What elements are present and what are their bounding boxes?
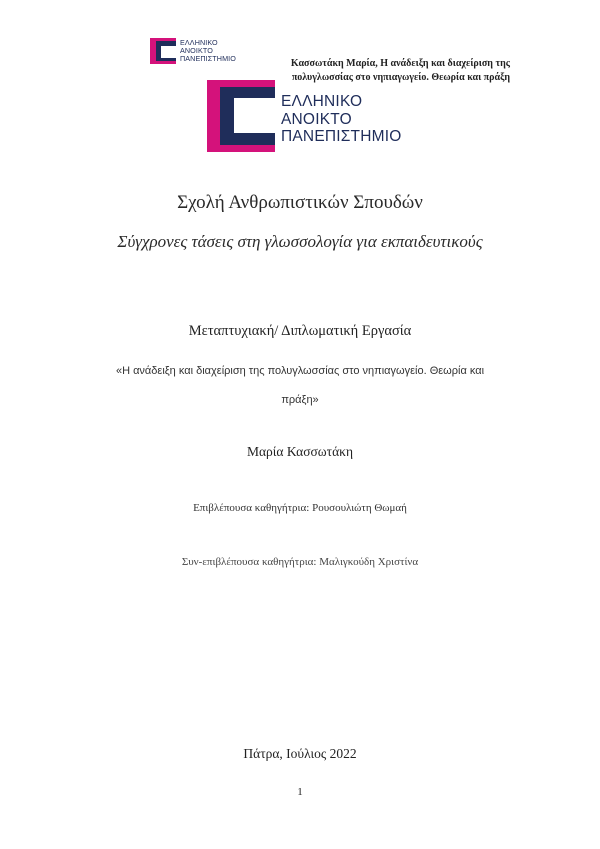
page-number: 1 bbox=[297, 786, 303, 798]
thesis-title bbox=[90, 357, 510, 415]
logo-main-line: ΑΝΟΙΚΤΟ bbox=[281, 110, 352, 128]
logo-main-line: ΠΑΝΕΠΙΣΤΗΜΙΟ bbox=[281, 128, 402, 145]
logo-white-notch bbox=[234, 98, 275, 133]
logo-small-text bbox=[180, 39, 236, 64]
university-logo-main bbox=[207, 80, 402, 155]
logo-white-notch bbox=[161, 46, 176, 58]
school-name: Σχολή Ανθρωπιστικών Σπουδών bbox=[177, 192, 423, 213]
supervisor: Επιβλέπουσα καθηγήτρια: Ρουσουλιώτη Θωμαή bbox=[193, 502, 407, 514]
thesis-title-line: πράξη» bbox=[281, 394, 319, 406]
logo-small-line: ΠΑΝΕΠΙΣΤΗΜΙΟ bbox=[180, 54, 236, 64]
place-date: Πάτρα, Ιούλιος 2022 bbox=[243, 746, 357, 761]
logo-main-line: ΕΛΛΗΝΙΚΟ bbox=[281, 93, 363, 110]
thesis-title-line: «Η ανάδειξη και διαχείριση της πολυγλωσσίας στο νηπιαγωγείο. Θεωρία και bbox=[115, 365, 485, 377]
logo-main-text bbox=[281, 93, 401, 146]
logo-small-line: ΑΝΟΙΚΤΟ bbox=[180, 46, 213, 56]
running-header-line: Κασσωτάκη Μαρία, Η ανάδειξη και διαχείριση της bbox=[290, 58, 510, 69]
co-supervisor: Συν-επιβλέπουσα καθηγήτρια: Μαλιγκούδη Χριστίνα bbox=[181, 556, 419, 568]
thesis-type: Μεταπτυχιακή/ Διπλωματική Εργασία bbox=[188, 323, 412, 339]
running-header-line: πολυγλωσσίας στο νηπιαγωγείο. Θεωρία και πράξη bbox=[291, 72, 510, 83]
author-name: Μαρία Κασσωτάκη bbox=[246, 444, 354, 459]
program-name: Σύγχρονες τάσεις στη γλωσσολογία για εκπαιδευτικούς bbox=[117, 232, 483, 251]
logo-small-line: ΕΛΛΗΝΙΚΟ bbox=[180, 38, 218, 47]
university-logo-small bbox=[150, 38, 255, 66]
